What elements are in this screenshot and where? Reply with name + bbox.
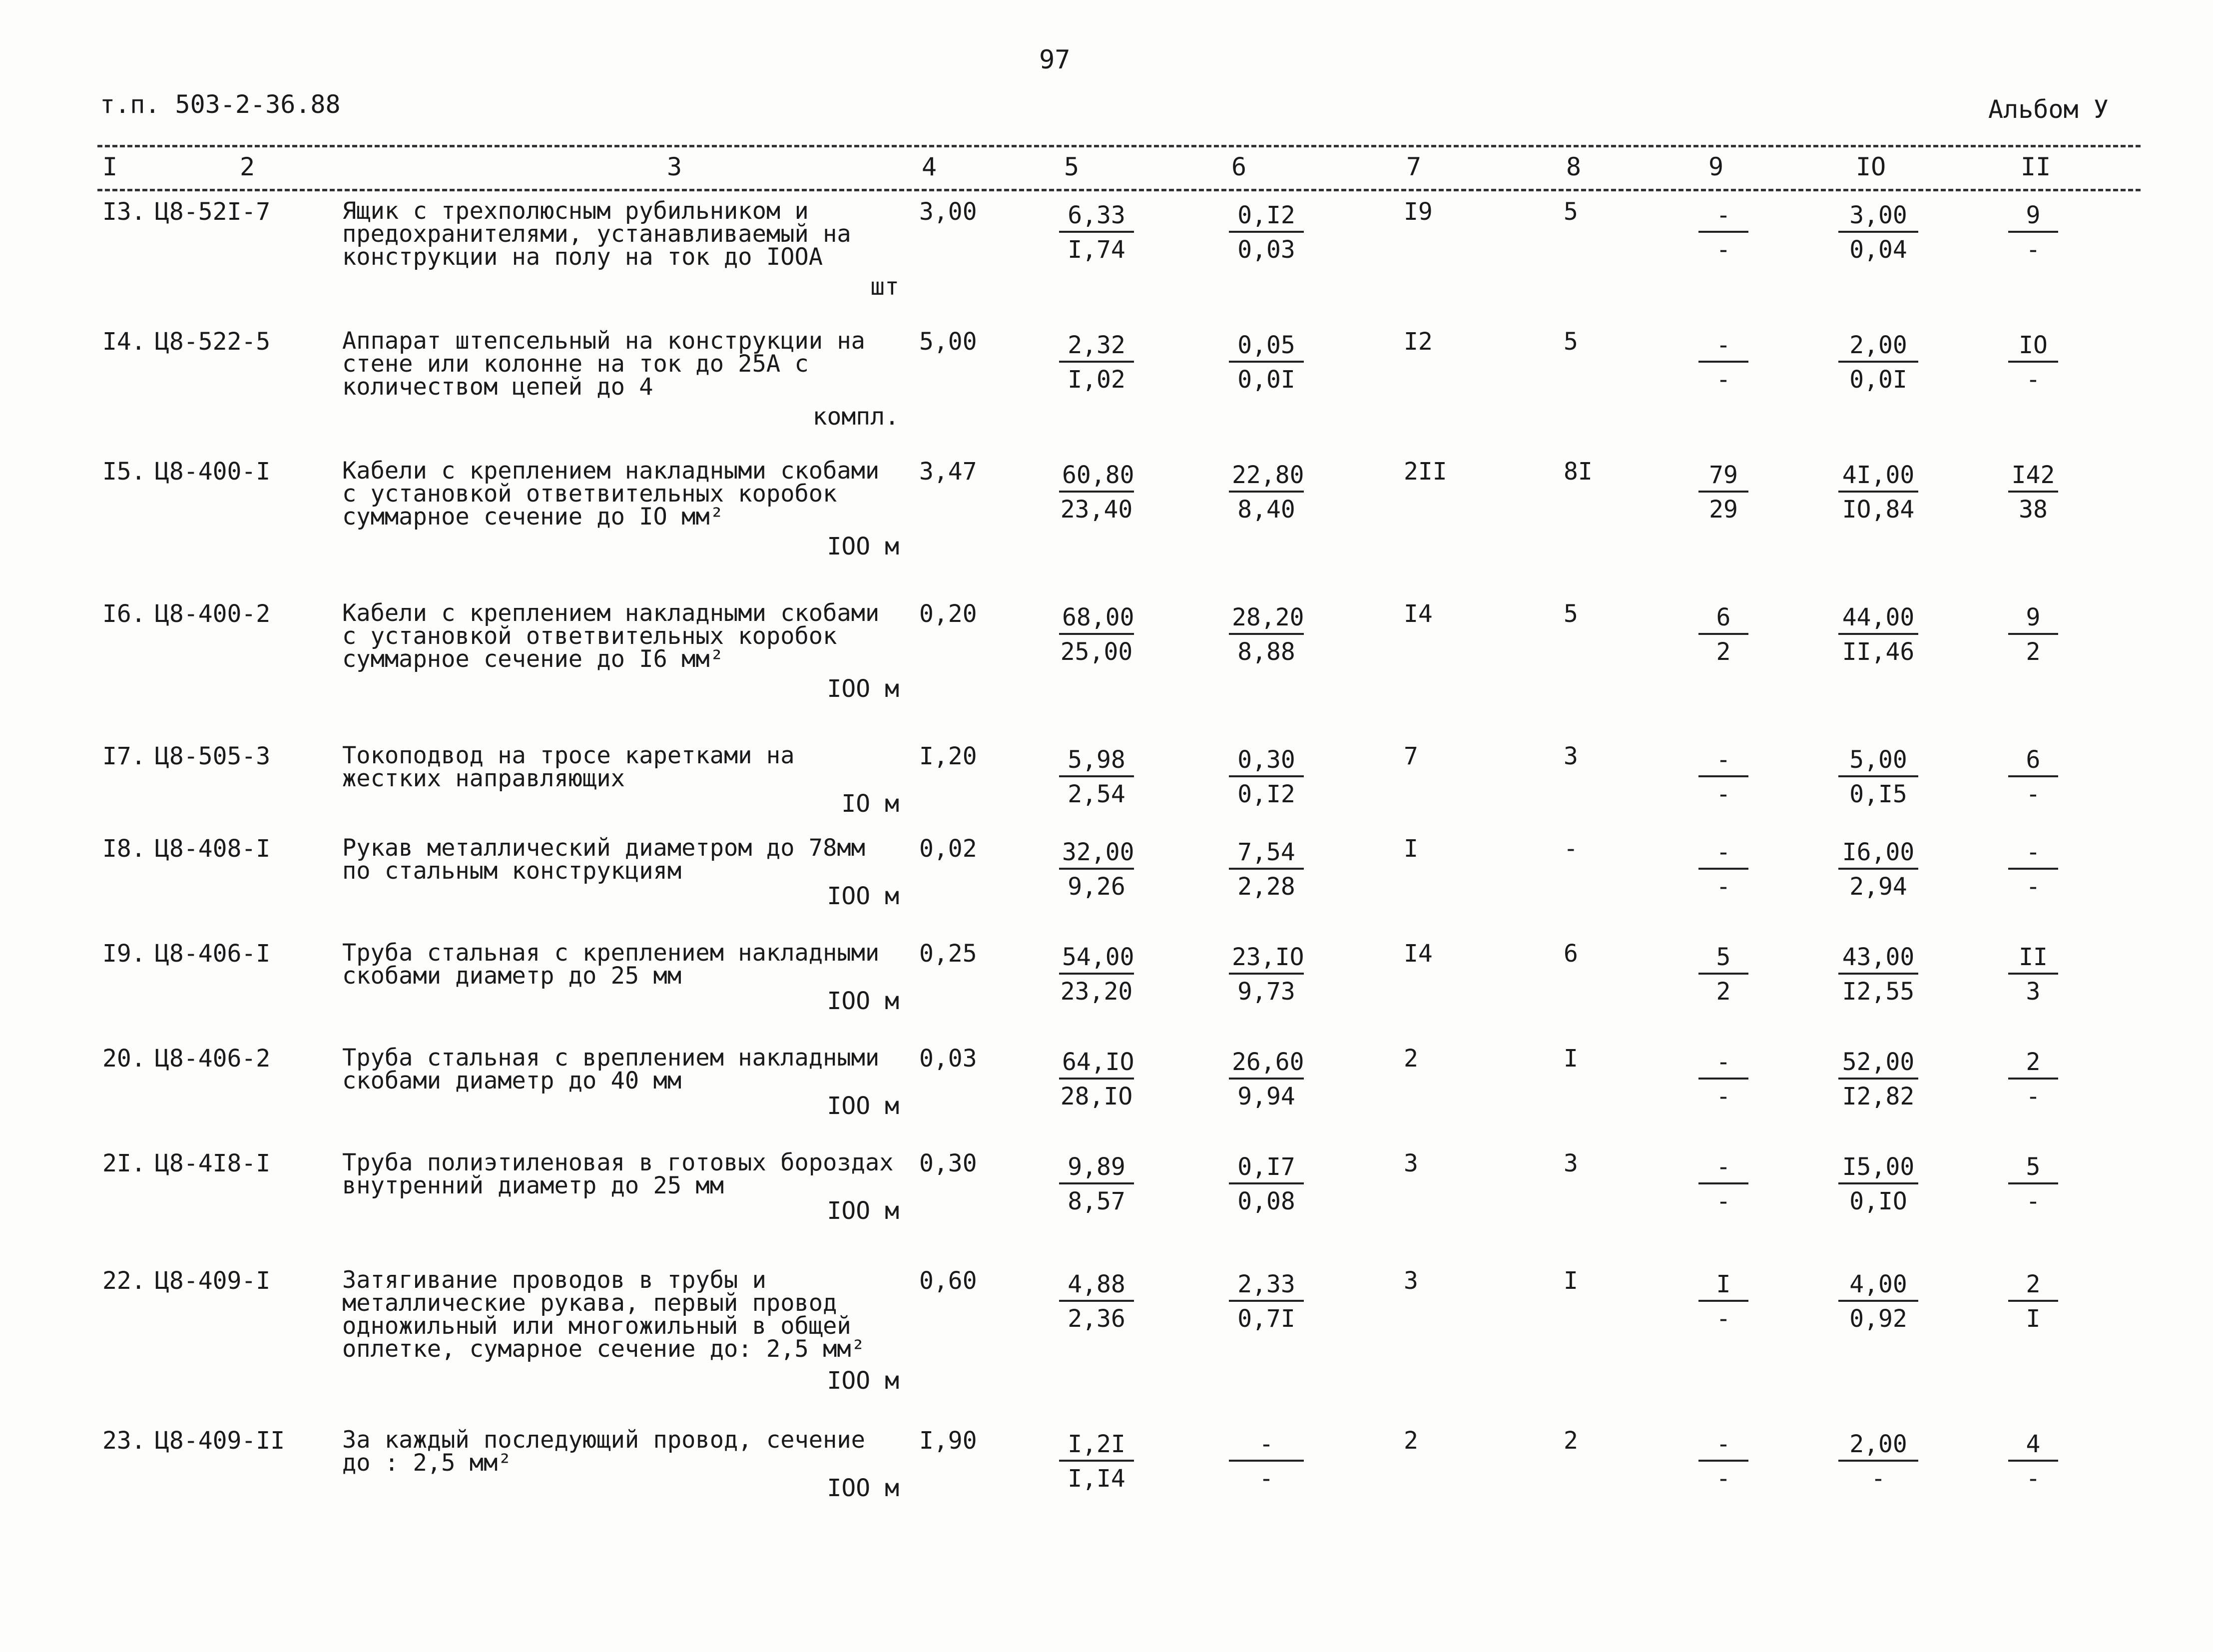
- col-6-fraction: [1229, 1047, 1304, 1113]
- col-5-fraction-top: 54,00: [1059, 942, 1134, 975]
- col-6-fraction: [1229, 1429, 1304, 1496]
- work-description: Рукав металлический диаметром до 78мм по стальным конструкциям: [342, 834, 865, 885]
- col-5-fraction-bottom: 28,IO: [1060, 1083, 1133, 1110]
- col-5-fraction: [1059, 837, 1134, 904]
- work-description: Ящик с трехполюсным рубильником и предохранителями, устанавливаемый на конструкции на полу на ток до IOOA: [342, 197, 851, 271]
- col-9-fraction-bottom: -: [1716, 236, 1731, 264]
- col-header-1: I: [102, 152, 118, 181]
- unit-of-measure: IOO м: [827, 1474, 899, 1502]
- col-10-fraction-top: 44,00: [1838, 602, 1918, 635]
- col-10-fraction-bottom: I2,82: [1842, 1083, 1915, 1110]
- col-4-value: 5,00: [919, 328, 977, 356]
- col-7-value: I4: [1404, 940, 1433, 968]
- work-description: Аппарат штепсельный на конструкции на стене или колонне на ток до 25А с количеством цепей до 4: [342, 327, 865, 401]
- col-7-value: 2: [1404, 1427, 1418, 1455]
- col-5-fraction-top: 5,98: [1059, 744, 1134, 777]
- col-5-fraction-top: I,2I: [1059, 1429, 1134, 1462]
- col-9-fraction-bottom: -: [1716, 366, 1731, 394]
- col-9-fraction: [1698, 602, 1748, 669]
- col-5-fraction-top: 6,33: [1059, 200, 1134, 233]
- col-8-value: 8I: [1564, 458, 1593, 486]
- unit-of-measure: компл.: [812, 403, 899, 431]
- col-10-fraction: [1838, 330, 1918, 397]
- col-10-fraction-top: I6,00: [1838, 837, 1918, 870]
- col-6-fraction-top: 23,IO: [1229, 942, 1304, 975]
- col-10-fraction: [1838, 1429, 1918, 1496]
- col-10-fraction: [1838, 837, 1918, 904]
- rate-code: Ц8-406-I: [155, 940, 271, 968]
- col-6-fraction-top: -: [1229, 1429, 1304, 1462]
- work-description: За каждый последующий провод, сечение до : 2,5 мм²: [342, 1426, 865, 1477]
- col-5-fraction-top: 2,32: [1059, 330, 1134, 363]
- col-header-4: 4: [922, 152, 937, 181]
- col-9-fraction: [1698, 1269, 1748, 1336]
- col-9-fraction-bottom: -: [1716, 780, 1731, 808]
- col-9-fraction: [1698, 200, 1748, 267]
- col-10-fraction: [1838, 942, 1918, 1009]
- unit-of-measure: IOO м: [827, 533, 899, 560]
- col-6-fraction-top: 26,60: [1229, 1047, 1304, 1080]
- col-9-fraction-bottom: 2: [1716, 978, 1731, 1006]
- col-10-fraction-bottom: 0,0I: [1849, 366, 1907, 394]
- col-10-fraction-top: 5,00: [1838, 744, 1918, 777]
- header-divider-bottom: [97, 189, 2141, 191]
- unit-of-measure: шт: [870, 273, 899, 301]
- col-9-fraction-top: 79: [1698, 460, 1748, 493]
- row-number: 2I.: [102, 1149, 146, 1177]
- col-header-6: 6: [1231, 152, 1247, 181]
- col-11-fraction: [2008, 1269, 2058, 1336]
- col-11-fraction-bottom: -: [2026, 1187, 2041, 1215]
- col-5-fraction: [1059, 330, 1134, 397]
- col-5-fraction: [1059, 1151, 1134, 1218]
- col-9-fraction: [1698, 1429, 1748, 1496]
- row-number: I8.: [102, 835, 146, 863]
- col-11-fraction: [2008, 1429, 2058, 1496]
- col-10-fraction: [1838, 1151, 1918, 1218]
- col-10-fraction-bottom: IO,84: [1842, 496, 1915, 524]
- col-10-fraction-top: 4,00: [1838, 1269, 1918, 1302]
- col-10-fraction-bottom: 0,92: [1849, 1305, 1907, 1333]
- col-6-fraction-bottom: -: [1259, 1465, 1274, 1493]
- col-10-fraction-top: 52,00: [1838, 1047, 1918, 1080]
- col-10-fraction: [1838, 1047, 1918, 1113]
- unit-of-measure: IOO м: [827, 675, 899, 703]
- col-11-fraction-top: IO: [2008, 330, 2058, 363]
- col-9-fraction-bottom: -: [1716, 1083, 1731, 1110]
- col-8-value: 5: [1564, 198, 1578, 226]
- col-8-value: 3: [1564, 1149, 1578, 1177]
- col-10-fraction-bottom: 0,04: [1849, 236, 1907, 264]
- col-header-5: 5: [1064, 152, 1080, 181]
- col-header-8: 8: [1566, 152, 1582, 181]
- col-9-fraction-top: -: [1698, 1429, 1748, 1462]
- row-number: I3.: [102, 198, 146, 226]
- col-9-fraction: [1698, 330, 1748, 397]
- col-11-fraction: [2008, 200, 2058, 267]
- doc-code: т.п. 503-2-36.88: [100, 90, 341, 119]
- col-8-value: -: [1564, 835, 1578, 863]
- col-9-fraction: [1698, 942, 1748, 1009]
- work-description: Токоподвод на тросе каретками на жестких направляющих: [342, 742, 795, 792]
- col-6-fraction-bottom: 0,03: [1237, 236, 1295, 264]
- unit-of-measure: IOO м: [827, 987, 899, 1015]
- col-9-fraction-bottom: 29: [1709, 496, 1738, 524]
- col-9-fraction-bottom: 2: [1716, 638, 1731, 666]
- col-4-value: 0,02: [919, 835, 977, 863]
- col-11-fraction: [2008, 837, 2058, 904]
- col-11-fraction-bottom: -: [2026, 1465, 2041, 1493]
- col-6-fraction-top: 2,33: [1229, 1269, 1304, 1302]
- work-description: Затягивание проводов в трубы и металлические рукава, первый провод одножильный или многожильный в общей оплетке, сумарное сечение до: 2,5 мм²: [342, 1266, 865, 1363]
- col-5-fraction-bottom: 2,54: [1068, 780, 1125, 808]
- col-11-fraction-bottom: 3: [2026, 978, 2041, 1006]
- col-header-10: IO: [1856, 152, 1886, 181]
- col-5-fraction-top: 4,88: [1059, 1269, 1134, 1302]
- work-description: Труба стальная с креплением накладными скобами диаметр до 25 мм: [342, 939, 880, 990]
- row-number: I5.: [102, 458, 146, 486]
- col-7-value: 2II: [1404, 458, 1447, 486]
- col-5-fraction: [1059, 1047, 1134, 1113]
- col-5-fraction: [1059, 1269, 1134, 1336]
- col-header-7: 7: [1406, 152, 1422, 181]
- unit-of-measure: IOO м: [827, 882, 899, 910]
- unit-of-measure: IOO м: [827, 1092, 899, 1120]
- col-5-fraction: [1059, 602, 1134, 669]
- col-11-fraction-bottom: I: [2026, 1305, 2041, 1333]
- header-divider-top: [97, 145, 2141, 147]
- col-8-value: 5: [1564, 328, 1578, 356]
- col-7-value: 3: [1404, 1149, 1418, 1177]
- col-9-fraction-top: 6: [1698, 602, 1748, 635]
- col-11-fraction-bottom: -: [2026, 1083, 2041, 1110]
- col-11-fraction-top: 9: [2008, 602, 2058, 635]
- col-9-fraction-top: -: [1698, 330, 1748, 363]
- rate-code: Ц8-52I-7: [155, 198, 271, 226]
- col-6-fraction-top: 28,20: [1229, 602, 1304, 635]
- col-6-fraction-top: 7,54: [1229, 837, 1304, 870]
- col-9-fraction-top: -: [1698, 837, 1748, 870]
- col-6-fraction: [1229, 837, 1304, 904]
- col-10-fraction: [1838, 460, 1918, 527]
- work-description: Труба стальная с вреплением накладными скобами диаметр до 40 мм: [342, 1044, 880, 1095]
- col-8-value: I: [1564, 1045, 1578, 1073]
- col-header-2: 2: [240, 152, 255, 181]
- row-number: I7.: [102, 742, 146, 770]
- col-8-value: 6: [1564, 940, 1578, 968]
- col-11-fraction-top: -: [2008, 837, 2058, 870]
- col-9-fraction: [1698, 1151, 1748, 1218]
- col-7-value: 3: [1404, 1267, 1418, 1295]
- col-9-fraction: [1698, 744, 1748, 811]
- col-9-fraction-bottom: -: [1716, 1305, 1731, 1333]
- col-6-fraction-top: 0,I2: [1229, 200, 1304, 233]
- col-10-fraction-bottom: -: [1871, 1465, 1886, 1493]
- col-9-fraction-top: I: [1698, 1269, 1748, 1302]
- col-10-fraction: [1838, 200, 1918, 267]
- col-5-fraction-top: 32,00: [1059, 837, 1134, 870]
- col-header-3: 3: [667, 152, 682, 181]
- col-5-fraction-bottom: 23,20: [1060, 978, 1133, 1006]
- col-4-value: 0,03: [919, 1045, 977, 1073]
- row-number: 22.: [102, 1267, 146, 1295]
- col-4-value: 0,30: [919, 1149, 977, 1177]
- col-10-fraction-top: 2,00: [1838, 1429, 1918, 1462]
- col-11-fraction: [2008, 744, 2058, 811]
- col-9-fraction-top: -: [1698, 1151, 1748, 1184]
- page-number: 97: [1039, 45, 1071, 75]
- col-6-fraction-bottom: 0,0I: [1237, 366, 1295, 394]
- col-5-fraction-bottom: I,I4: [1068, 1465, 1125, 1493]
- col-10-fraction: [1838, 1269, 1918, 1336]
- col-10-fraction: [1838, 744, 1918, 811]
- col-6-fraction-bottom: 0,I2: [1237, 780, 1295, 808]
- col-9-fraction-top: -: [1698, 744, 1748, 777]
- col-6-fraction: [1229, 1151, 1304, 1218]
- row-number: I6.: [102, 600, 146, 628]
- col-10-fraction-bottom: 0,I5: [1849, 780, 1907, 808]
- col-10-fraction-top: 4I,00: [1838, 460, 1918, 493]
- col-7-value: I: [1404, 835, 1418, 863]
- rate-code: Ц8-522-5: [155, 328, 271, 356]
- unit-of-measure: IOO м: [827, 1367, 899, 1395]
- col-10-fraction-top: I5,00: [1838, 1151, 1918, 1184]
- col-11-fraction: [2008, 1151, 2058, 1218]
- rate-code: Ц8-400-I: [155, 458, 271, 486]
- col-7-value: I9: [1404, 198, 1433, 226]
- col-9-fraction-bottom: -: [1716, 1465, 1731, 1493]
- col-6-fraction: [1229, 1269, 1304, 1336]
- col-5-fraction-bottom: I,02: [1068, 366, 1125, 394]
- rate-code: Ц8-409-II: [155, 1427, 285, 1455]
- col-11-fraction-top: 6: [2008, 744, 2058, 777]
- col-5-fraction: [1059, 744, 1134, 811]
- col-7-value: 2: [1404, 1045, 1418, 1073]
- col-8-value: 3: [1564, 742, 1578, 770]
- rate-code: Ц8-409-I: [155, 1267, 271, 1295]
- col-11-fraction-top: 5: [2008, 1151, 2058, 1184]
- col-5-fraction: [1059, 200, 1134, 267]
- col-5-fraction-bottom: 2,36: [1068, 1305, 1125, 1333]
- col-5-fraction-top: 68,00: [1059, 602, 1134, 635]
- rate-code: Ц8-408-I: [155, 835, 271, 863]
- unit-of-measure: IO м: [841, 790, 899, 818]
- col-6-fraction: [1229, 942, 1304, 1009]
- col-10-fraction-bottom: 2,94: [1849, 873, 1907, 901]
- row-number: I9.: [102, 940, 146, 968]
- col-6-fraction-bottom: 9,94: [1237, 1083, 1295, 1110]
- col-6-fraction: [1229, 200, 1304, 267]
- row-number: I4.: [102, 328, 146, 356]
- col-11-fraction: [2008, 460, 2058, 527]
- col-6-fraction-top: 22,80: [1229, 460, 1304, 493]
- col-11-fraction-bottom: 38: [2019, 496, 2048, 524]
- col-11-fraction: [2008, 330, 2058, 397]
- col-6-fraction-bottom: 0,7I: [1237, 1305, 1295, 1333]
- col-5-fraction: [1059, 460, 1134, 527]
- col-11-fraction-bottom: -: [2026, 236, 2041, 264]
- row-number: 20.: [102, 1045, 146, 1073]
- col-5-fraction-top: 64,IO: [1059, 1047, 1134, 1080]
- col-5-fraction-bottom: 25,00: [1060, 638, 1133, 666]
- col-11-fraction-top: 2: [2008, 1269, 2058, 1302]
- col-11-fraction-top: I42: [2008, 460, 2058, 493]
- col-5-fraction-bottom: 9,26: [1068, 873, 1125, 901]
- col-6-fraction-bottom: 8,40: [1237, 496, 1295, 524]
- col-9-fraction: [1698, 837, 1748, 904]
- col-9-fraction-bottom: -: [1716, 1187, 1731, 1215]
- col-5-fraction: [1059, 942, 1134, 1009]
- col-11-fraction-bottom: 2: [2026, 638, 2041, 666]
- col-11-fraction: [2008, 602, 2058, 669]
- col-10-fraction: [1838, 602, 1918, 669]
- rate-code: Ц8-505-3: [155, 742, 271, 770]
- col-11-fraction-bottom: -: [2026, 780, 2041, 808]
- rate-code: Ц8-400-2: [155, 600, 271, 628]
- rate-code: Ц8-406-2: [155, 1045, 271, 1073]
- col-4-value: 3,47: [919, 458, 977, 486]
- col-11-fraction-top: 2: [2008, 1047, 2058, 1080]
- col-6-fraction-bottom: 0,08: [1237, 1187, 1295, 1215]
- col-11-fraction-top: II: [2008, 942, 2058, 975]
- col-4-value: 0,60: [919, 1267, 977, 1295]
- row-number: 23.: [102, 1427, 146, 1455]
- col-9-fraction-top: 5: [1698, 942, 1748, 975]
- col-4-value: I,90: [919, 1427, 977, 1455]
- col-7-value: I2: [1404, 328, 1433, 356]
- col-10-fraction-top: 3,00: [1838, 200, 1918, 233]
- col-5-fraction-bottom: 23,40: [1060, 496, 1133, 524]
- col-6-fraction-bottom: 8,88: [1237, 638, 1295, 666]
- col-5-fraction-bottom: 8,57: [1068, 1187, 1125, 1215]
- col-4-value: 3,00: [919, 198, 977, 226]
- work-description: Кабели с креплением накладными скобами с установкой ответвительных коробок суммарное сечение до I6 мм²: [342, 599, 880, 673]
- col-6-fraction: [1229, 330, 1304, 397]
- rate-code: Ц8-4I8-I: [155, 1149, 271, 1177]
- col-9-fraction-top: -: [1698, 1047, 1748, 1080]
- col-9-fraction-bottom: -: [1716, 873, 1731, 901]
- col-11-fraction-top: 9: [2008, 200, 2058, 233]
- col-6-fraction: [1229, 460, 1304, 527]
- col-4-value: I,20: [919, 742, 977, 770]
- work-description: Труба полиэтиленовая в готовых бороздах внутренний диаметр до 25 мм: [342, 1149, 894, 1199]
- col-5-fraction-top: 9,89: [1059, 1151, 1134, 1184]
- col-10-fraction-bottom: 0,IO: [1849, 1187, 1907, 1215]
- col-8-value: I: [1564, 1267, 1578, 1295]
- col-9-fraction: [1698, 460, 1748, 527]
- col-11-fraction-bottom: -: [2026, 873, 2041, 901]
- col-7-value: I4: [1404, 600, 1433, 628]
- col-6-fraction-top: 0,05: [1229, 330, 1304, 363]
- col-header-11: II: [2021, 152, 2051, 181]
- col-6-fraction-top: 0,I7: [1229, 1151, 1304, 1184]
- work-description: Кабели с креплением накладными скобами с установкой ответвительных коробок суммарное сечение до IO мм²: [342, 457, 880, 531]
- col-5-fraction-bottom: I,74: [1068, 236, 1125, 264]
- col-6-fraction-top: 0,30: [1229, 744, 1304, 777]
- unit-of-measure: IOO м: [827, 1197, 899, 1225]
- col-8-value: 2: [1564, 1427, 1578, 1455]
- col-5-fraction: [1059, 1429, 1134, 1496]
- col-6-fraction-bottom: 9,73: [1237, 978, 1295, 1006]
- col-9-fraction-top: -: [1698, 200, 1748, 233]
- col-6-fraction-bottom: 2,28: [1237, 873, 1295, 901]
- col-8-value: 5: [1564, 600, 1578, 628]
- col-7-value: 7: [1404, 742, 1418, 770]
- col-4-value: 0,20: [919, 600, 977, 628]
- col-10-fraction-bottom: I2,55: [1842, 978, 1915, 1006]
- col-11-fraction: [2008, 1047, 2058, 1113]
- col-header-9: 9: [1708, 152, 1724, 181]
- col-6-fraction: [1229, 744, 1304, 811]
- col-11-fraction-top: 4: [2008, 1429, 2058, 1462]
- col-10-fraction-top: 43,00: [1838, 942, 1918, 975]
- col-11-fraction: [2008, 942, 2058, 1009]
- col-9-fraction: [1698, 1047, 1748, 1113]
- col-11-fraction-bottom: -: [2026, 366, 2041, 394]
- col-6-fraction: [1229, 602, 1304, 669]
- album-label: Альбом У: [1988, 95, 2109, 124]
- col-5-fraction-top: 60,80: [1059, 460, 1134, 493]
- col-4-value: 0,25: [919, 940, 977, 968]
- col-10-fraction-top: 2,00: [1838, 330, 1918, 363]
- col-10-fraction-bottom: II,46: [1842, 638, 1915, 666]
